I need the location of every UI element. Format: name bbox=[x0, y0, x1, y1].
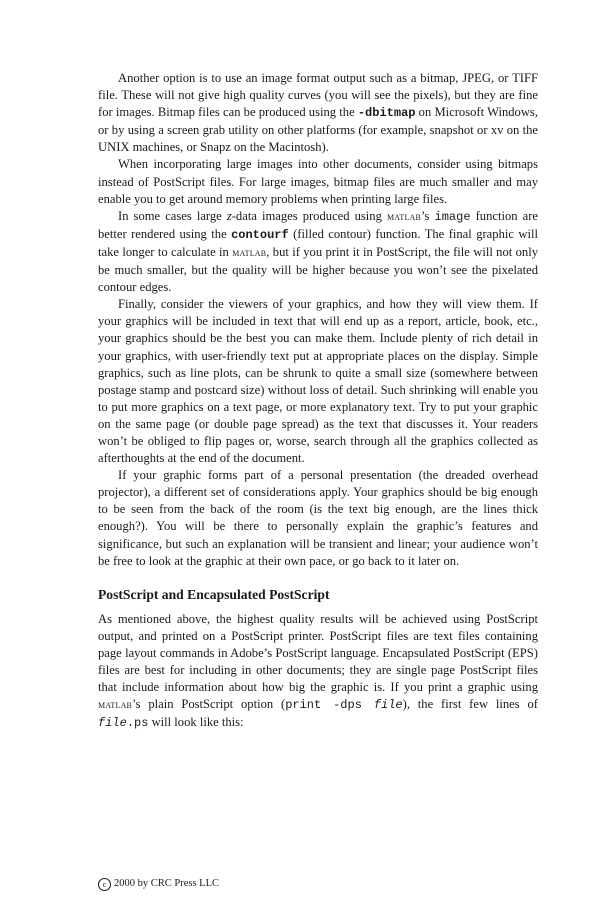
text-run: In some cases large bbox=[118, 208, 227, 223]
text-run: ), the first few lines of bbox=[402, 697, 538, 712]
inline-code-file: file bbox=[373, 698, 403, 713]
text-run: -data images produced using bbox=[231, 208, 387, 223]
document-body bbox=[98, 70, 538, 732]
matlab-name: matlab bbox=[386, 210, 422, 223]
inline-code-dbitmap: -dbitmap bbox=[357, 106, 416, 121]
text-run: function are better rendered using the bbox=[98, 208, 539, 241]
section-heading: PostScript and Encapsulated PostScript bbox=[98, 586, 330, 602]
copyright-icon: c bbox=[98, 878, 111, 891]
paragraph-postscript bbox=[98, 611, 538, 733]
inline-code-contourf: contourf bbox=[231, 227, 289, 242]
text-run: ’s plain PostScript option ( bbox=[132, 697, 286, 712]
matlab-name: matlab bbox=[232, 246, 267, 259]
inline-code-image: image bbox=[434, 209, 471, 224]
text-run: ’s bbox=[421, 208, 435, 223]
text-run: Another option is to use an image format output such as a bitmap, JPEG, or TIFF file. These will not give high quality curves (you will see the pixels), but they are fine for images. Bitmap files can be produced using the bbox=[98, 71, 538, 120]
matlab-name: matlab bbox=[98, 699, 133, 712]
text-run: As mentioned above, the highest quality results will be achieved using PostScript output, and printed on a PostScript printer. PostScript files are text files containing page layout commands in Adobe’s PostScript language. Encapsulated PostScript (EPS) files are best for including in other documents; they are single page PostScript files that include information about how big the graphic is. If you print a graphic using bbox=[98, 611, 538, 695]
paragraph-presentation: If your graphic forms part of a personal presentation (the dreaded overhead projector), a different set of considerations apply. Your graphics should be big enough to be seen from the back of the room (is the text big enough, are the lines thick enough?). You will be there to personally explain the graphic’s features and significance, but such an explanation will be transient and linear; your audience won’t be free to look at the graphic at their own pace, or go back to it later on. bbox=[98, 468, 538, 568]
inline-code-print-dps: print -dps bbox=[285, 698, 374, 713]
text-run: on Microsoft Windows, or by using a screen grab utility on other platforms (for example, snapshot or xv on the UNIX machines, or Snapz on the Macintosh). bbox=[98, 105, 538, 155]
copyright-text: 2000 by CRC Press LLC bbox=[114, 878, 220, 889]
page-footer bbox=[98, 878, 219, 891]
text-run: , but if you print it in PostScript, the file will not only be much smaller, but the quality will be higher because you won’t see the pixelated contour edges. bbox=[98, 244, 538, 295]
paragraph-viewers: Finally, consider the viewers of your graphics, and how they will view them. If your graphics will be included in text that will end up as a report, article, book, etc., your graphics should be the best you can make them. Include plenty of rich detail in your graphics, with user-friendly text put at appropriate places on the display. Simple graphics, such as line plots, can be shrunk to quite a small size (somewhere between postage stamp and postcard size) without loss of detail. Such shrinking will enable you to put more graphics on a text page, or more explanatory text. Try to put your graphic on the same page (or double page spread) as the text that discusses it. Your readers won’t be obliged to flip pages or, worse, search through all the graphics collected as afterthoughts at the end of the document. bbox=[98, 297, 538, 466]
text-run: (filled contour) function. The final graphic will take longer to calculate in bbox=[98, 226, 538, 259]
inline-code-file: file bbox=[98, 716, 127, 731]
paragraph-contourf bbox=[98, 208, 538, 296]
text-run: will look like this: bbox=[148, 715, 244, 730]
paragraph-bitmap-option bbox=[98, 70, 538, 156]
paragraph-large-images: When incorporating large images into other documents, consider using bitmaps instead of PostScript files. For large images, bitmap files are much smaller and may enable you to get around memory problems when printing large files. bbox=[98, 157, 538, 206]
math-variable-z: z bbox=[226, 208, 232, 223]
inline-code-ps-ext: .ps bbox=[126, 716, 149, 731]
